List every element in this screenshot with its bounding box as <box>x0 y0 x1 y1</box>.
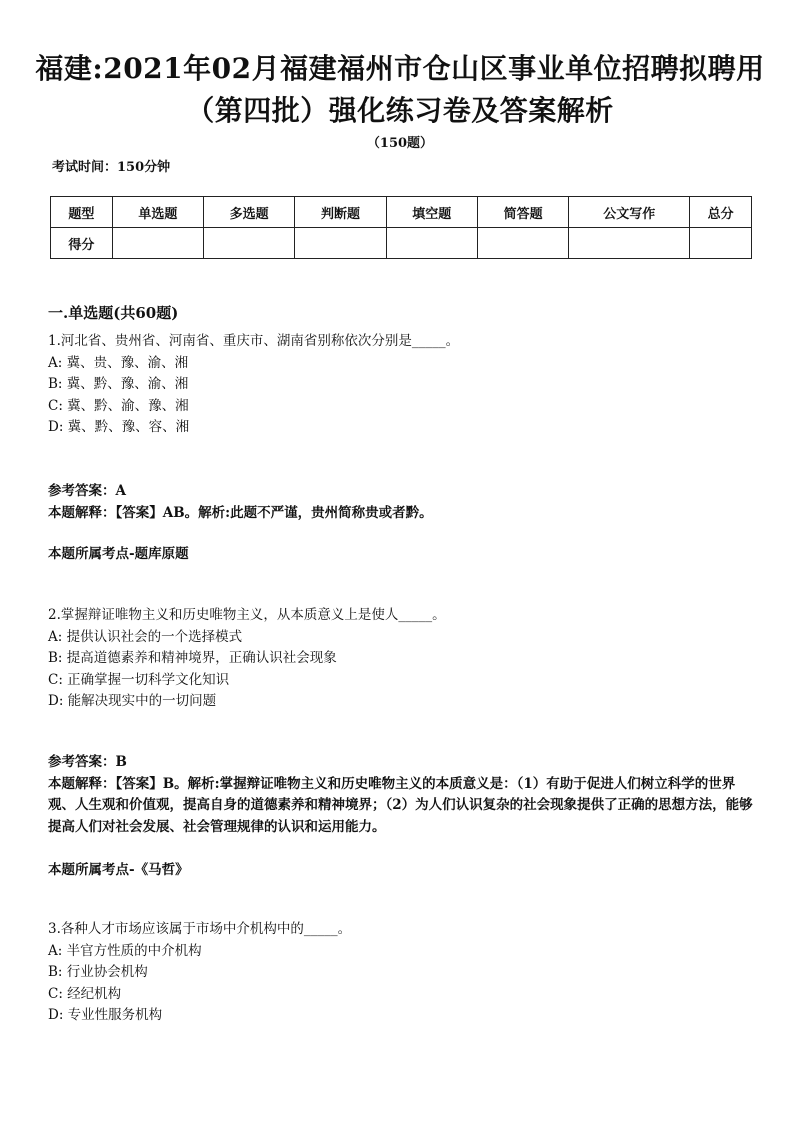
score-cell <box>386 228 477 259</box>
reference-answer: 参考答案：B <box>48 754 127 770</box>
option-a: A: 半官方性质的中介机构 <box>48 942 202 959</box>
score-cell <box>203 228 294 259</box>
question-2 <box>48 605 446 713</box>
explanation: 本题解释：【答案】AB。解析:此题不严谨，贵州简称贵或者黔。 <box>48 504 433 521</box>
header-cell: 简答题 <box>477 197 568 228</box>
question-1 <box>48 331 459 439</box>
score-table-score-row <box>51 228 752 259</box>
knowledge-point: 本题所属考点-题库原题 <box>48 546 189 562</box>
score-cell <box>569 228 690 259</box>
header-cell: 判断题 <box>295 197 386 228</box>
header-cell: 多选题 <box>203 197 294 228</box>
answer-block-2 <box>48 752 760 838</box>
knowledge-point: 本题所属考点-《马哲》 <box>48 862 189 878</box>
option-d: D: 冀、黔、豫、容、湘 <box>48 419 190 435</box>
reference-answer: 参考答案：A <box>48 483 126 499</box>
header-cell: 填空题 <box>386 197 477 228</box>
header-cell: 总分 <box>690 197 752 228</box>
score-cell <box>690 228 752 259</box>
score-cell <box>477 228 568 259</box>
option-b: B: 行业协会机构 <box>48 964 148 980</box>
header-cell: 公文写作 <box>569 197 690 228</box>
option-a: A: 冀、贵、豫、渝、湘 <box>48 354 189 371</box>
header-cell: 题型 <box>51 197 113 228</box>
question-3 <box>48 919 351 1027</box>
score-table-header-row <box>51 197 752 228</box>
score-row-label: 得分 <box>51 228 113 259</box>
score-table <box>50 196 752 259</box>
option-a: A: 提供认识社会的一个选择模式 <box>48 628 243 645</box>
option-b: B: 冀、黔、豫、渝、湘 <box>48 376 189 392</box>
option-c: C: 正确掌握一切科学文化知识 <box>48 671 230 688</box>
header-cell: 单选题 <box>112 197 203 228</box>
option-b: B: 提高道德素养和精神境界，正确认识社会现象 <box>48 650 337 666</box>
explanation: 本题解释：【答案】B。解析:掌握辩证唯物主义和历史唯物主义的本质意义是：（1）有助于促进人们树立科学的世界观、人生观和价值观，提高自身的道德素养和精神境界；（2）为人们认识复杂的社会现象提供了正确的思想方法，能够提高人们对社会发展、社会管理规律的认识和运用能力。 <box>48 775 753 835</box>
question-stem: 1.河北省、贵州省、河南省、重庆市、湖南省别称依次分别是_____。 <box>48 333 460 349</box>
section-title: 一.单选题(共60题) <box>48 304 179 322</box>
answer-block-1 <box>48 481 760 524</box>
option-c: C: 经纪机构 <box>48 985 122 1002</box>
question-count: （150题） <box>366 136 434 151</box>
score-cell <box>295 228 386 259</box>
question-stem: 2.掌握辩证唯物主义和历史唯物主义，从本质意义上是使人_____。 <box>48 607 446 623</box>
score-cell <box>112 228 203 259</box>
option-c: C: 冀、黔、渝、豫、湘 <box>48 397 189 414</box>
question-stem: 3.各种人才市场应该属于市场中介机构中的_____。 <box>48 921 352 937</box>
option-d: D: 专业性服务机构 <box>48 1007 163 1023</box>
exam-time: 考试时间：150分钟 <box>52 160 171 175</box>
option-d: D: 能解决现实中的一切问题 <box>48 693 217 709</box>
document-title: 福建:2021年02月福建福州市仓山区事业单位招聘拟聘用（第四批）强化练习卷及答案解析 <box>35 52 765 127</box>
